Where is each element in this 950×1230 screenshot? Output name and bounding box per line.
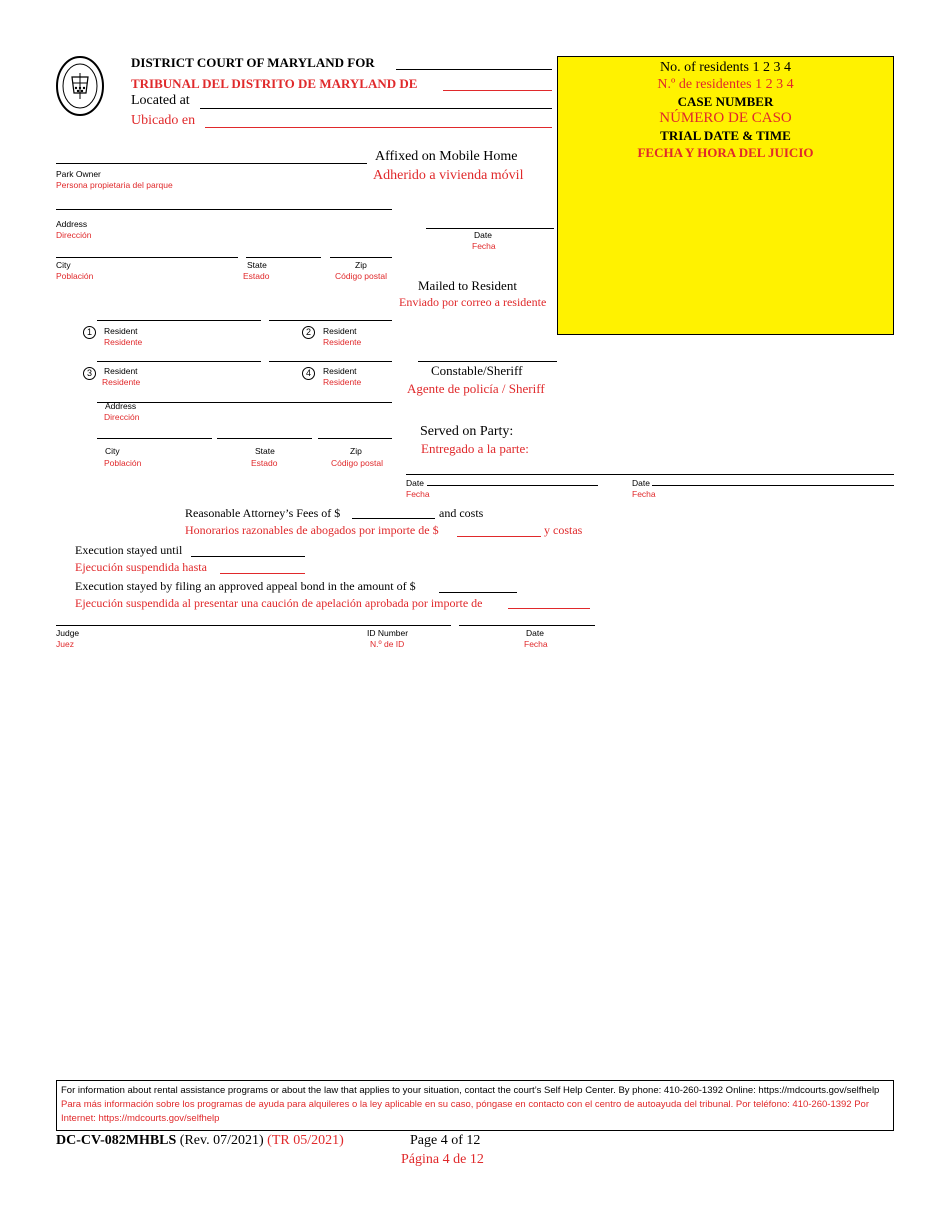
affixed-label: Affixed on Mobile Home [375, 149, 518, 164]
served-date-1-field[interactable] [427, 485, 598, 486]
served-date-2-label: Date [632, 478, 650, 488]
judge-date-label: Date [526, 628, 544, 638]
fees-costs-label: and costs [439, 506, 484, 520]
affixed-date-label: Date [474, 230, 492, 240]
resident-3-label-es: Residente [102, 377, 141, 387]
resident-city-field[interactable] [97, 438, 212, 439]
constable-label-es: Agente de policía / Sheriff [407, 381, 545, 396]
affixed-date-label-es: Fecha [472, 241, 496, 251]
form-tr: (TR 05/2021) [267, 1133, 344, 1148]
served-party-field[interactable] [406, 474, 894, 475]
execution-stayed-label-es: Ejecución suspendida hasta [75, 560, 207, 574]
fees-label: Reasonable Attorney’s Fees of $ [185, 506, 341, 520]
located-at-label-es: Ubicado en [131, 113, 196, 128]
resident-city-label: City [105, 446, 120, 456]
judge-label-es: Juez [56, 639, 74, 649]
served-date-2-field[interactable] [652, 485, 894, 486]
resident-state-label: State [255, 446, 275, 456]
resident-city-label-es: Población [104, 458, 142, 468]
served-label: Served on Party: [420, 424, 514, 439]
execution-stayed-label: Execution stayed until [75, 543, 183, 557]
resident-3-label: Resident [104, 366, 138, 376]
self-help-info-en: For information about rental assistance programs or about the law that applies to your situation, contact the court’s Self Help Center. By phone: 410-260-1392 Online: https://mdcourts.gov/selfhelp [61, 1085, 880, 1096]
number-1-icon: 1 [83, 326, 96, 339]
self-help-info-box [56, 1080, 894, 1131]
bond-amount-es-line [508, 608, 590, 609]
bond-label: Execution stayed by filing an approved appeal bond in the amount of $ [75, 579, 416, 593]
resident-address-label: Address [105, 401, 137, 411]
fees-amount-es-line [457, 536, 541, 537]
resident-4-label: Resident [323, 366, 357, 376]
affixed-label-es: Adherido a vivienda móvil [373, 168, 524, 183]
served-date-1-label-es: Fecha [406, 489, 430, 499]
fees-label-es: Honorarios razonables de abogados por importe de $ [185, 523, 439, 537]
fees-costs-label-es: y costas [544, 523, 583, 537]
resident-address-field[interactable] [97, 402, 392, 403]
residents-count-en[interactable]: No. of residents 1 2 3 4 [659, 60, 792, 75]
self-help-info-es: Para más información sobre los programas de ayuda para alquileres o la ley aplicable en su caso, póngase en contacto con el centro de autoayuda del tribunal. Por teléfono: 410-260-1392 Por Internet: https://mdcourts.gov/selfhelp [61, 1099, 870, 1124]
zip-label: Zip [355, 260, 367, 270]
id-number-label: ID Number [367, 628, 409, 638]
affixed-date-field[interactable] [426, 228, 554, 229]
number-2-icon: 2 [302, 326, 315, 339]
park-owner-zip-field[interactable] [330, 257, 392, 258]
constable-field[interactable] [418, 361, 557, 362]
resident-1-label-es: Residente [104, 337, 143, 347]
resident-address-label-es: Dirección [104, 412, 140, 422]
resident-2-field[interactable] [269, 320, 392, 321]
bond-amount-field[interactable] [439, 592, 517, 593]
resident-zip-label-es: Código postal [331, 458, 383, 468]
case-info-box [557, 56, 894, 335]
trial-date-label: TRIAL DATE & TIME [660, 128, 791, 143]
form-id: DC-CV-082MHBLS [56, 1133, 177, 1148]
constable-label: Constable/Sheriff [431, 363, 523, 378]
judge-date-field[interactable] [459, 625, 595, 626]
served-label-es: Entregado a la parte: [421, 441, 529, 456]
execution-stayed-field[interactable] [191, 556, 305, 557]
resident-3-field[interactable] [97, 361, 261, 362]
city-label: City [56, 260, 71, 270]
address-label-es: Dirección [56, 230, 92, 240]
state-label-es: Estado [243, 271, 270, 281]
court-title-es: TRIBUNAL DEL DISTRITO DE MARYLAND DE [131, 76, 418, 91]
zip-label-es: Código postal [335, 271, 387, 281]
judge-label: Judge [56, 628, 80, 638]
trial-date-label-es: FECHA Y HORA DEL JUICIO [637, 145, 814, 160]
resident-zip-field[interactable] [318, 438, 392, 439]
resident-4-field[interactable] [269, 361, 392, 362]
case-number-label: CASE NUMBER [677, 94, 774, 109]
number-3-icon: 3 [83, 367, 96, 380]
court-title-en: DISTRICT COURT OF MARYLAND FOR [131, 55, 375, 70]
located-at-es-line [205, 127, 552, 128]
park-owner-city-field[interactable] [56, 257, 238, 258]
park-owner-label-es: Persona propietaria del parque [56, 180, 173, 190]
page-number-es: Página 4 de 12 [401, 1152, 484, 1167]
page-number: Page 4 of 12 [410, 1133, 481, 1148]
served-date-1-label: Date [406, 478, 424, 488]
park-owner-field[interactable] [56, 163, 367, 164]
resident-zip-label: Zip [350, 446, 362, 456]
city-label-es: Población [56, 271, 94, 281]
case-number-label-es: NÚMERO DE CASO [659, 110, 792, 126]
park-owner-address-field[interactable] [56, 209, 392, 210]
resident-1-field[interactable] [97, 320, 261, 321]
resident-4-label-es: Residente [323, 377, 362, 387]
state-label: State [247, 260, 267, 270]
resident-2-label: Resident [323, 326, 357, 336]
resident-state-field[interactable] [217, 438, 312, 439]
number-4-icon: 4 [302, 367, 315, 380]
execution-stayed-es-line [220, 573, 305, 574]
id-number-label-es: N.º de ID [370, 639, 405, 649]
fees-amount-field[interactable] [352, 518, 435, 519]
court-seal-icon [55, 55, 105, 117]
located-at-field[interactable] [200, 108, 552, 109]
park-owner-state-field[interactable] [246, 257, 321, 258]
bond-label-es: Ejecución suspendida al presentar una caución de apelación aprobada por importe de [75, 596, 483, 610]
form-id-line [56, 1133, 344, 1149]
served-date-2-label-es: Fecha [632, 489, 656, 499]
residents-count-es: N.º de residentes 1 2 3 4 [657, 77, 794, 92]
court-county-field[interactable] [396, 69, 552, 70]
judge-signature-field[interactable] [56, 625, 451, 626]
park-owner-label: Park Owner [56, 169, 101, 179]
resident-2-label-es: Residente [323, 337, 362, 347]
mailed-label: Mailed to Resident [418, 278, 517, 293]
court-county-es-line [443, 90, 552, 91]
resident-1-label: Resident [104, 326, 138, 336]
located-at-label: Located at [131, 93, 190, 108]
resident-state-label-es: Estado [251, 458, 278, 468]
mailed-label-es: Enviado por correo a residente [399, 295, 547, 309]
judge-date-label-es: Fecha [524, 639, 548, 649]
address-label: Address [56, 219, 88, 229]
form-rev: (Rev. 07/2021) [179, 1133, 264, 1148]
